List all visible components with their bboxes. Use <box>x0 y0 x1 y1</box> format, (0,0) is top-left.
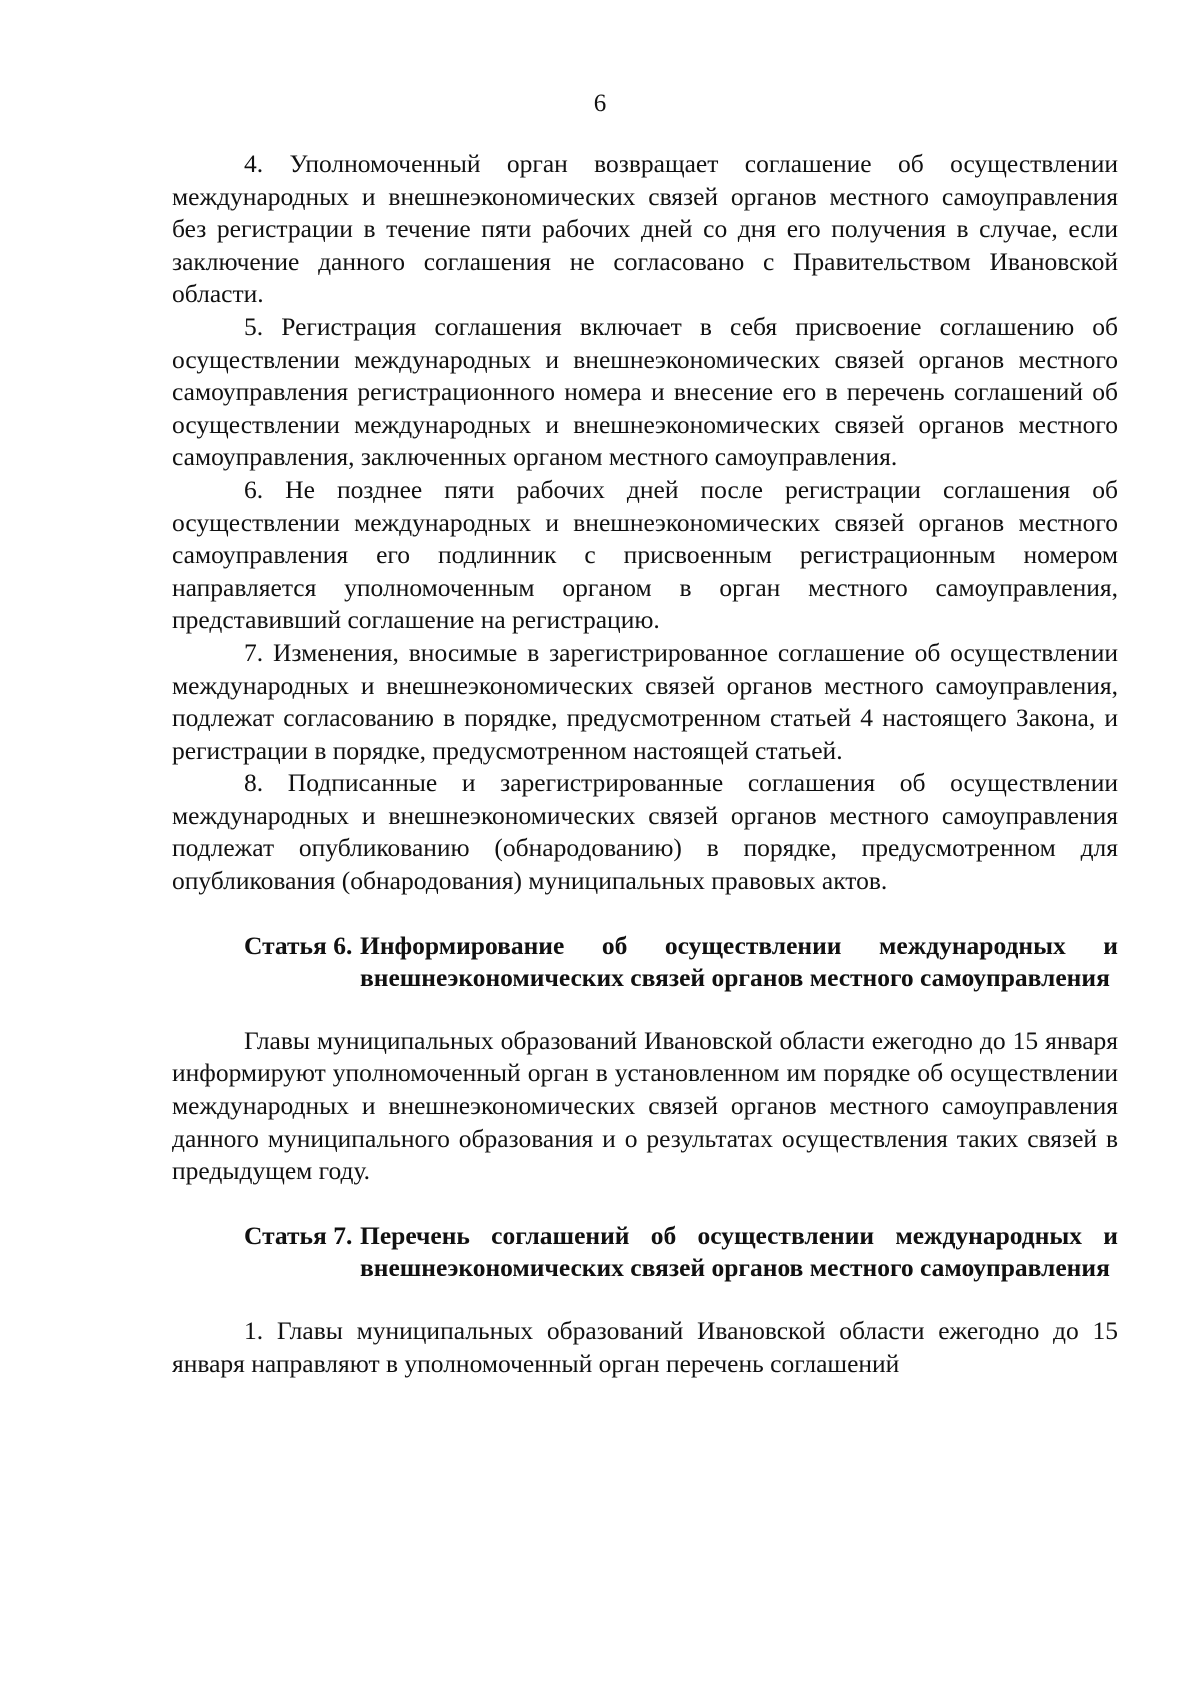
article-7-paragraph-1: 1. Главы муниципальных образований Ивановской области ежегодно до 15 января направляют в уполномоченный орган перечень соглашений <box>172 1316 1118 1378</box>
article-6-paragraph: Главы муниципальных образований Ивановской области ежегодно до 15 января информируют уполномоченный орган в установленном им порядке об осуществлении международных и внешнеэкономических связей органов местного самоуправления данного муниципального образования и о результатах осуществления таких связей в предыдущем году. <box>172 1025 1118 1186</box>
article-6-title: Информирование об осуществлении международных и внешнеэкономических связей органов местного самоуправления <box>360 930 1118 993</box>
article-6-heading <box>172 930 1118 995</box>
article-7-label: Статья 7. <box>244 1220 353 1250</box>
paragraph-8: 8. Подписанные и зарегистрированные соглашения об осуществлении международных и внешнеэкономических связей органов местного самоуправления подлежат опубликованию (обнародованию) в порядке, предусмотренном для опубликования (обнародования) муниципальных правовых актов. <box>172 768 1118 896</box>
paragraph-5: 5. Регистрация соглашения включает в себя присвоение соглашению об осуществлении международных и внешнеэкономических связей органов местного самоуправления регистрационного номера и внесение его в перечень соглашений об осуществлении международных и внешнеэкономических связей органов местного самоуправления, заключенных органом местного самоуправления. <box>172 311 1118 472</box>
document-body <box>172 148 1118 1380</box>
page-number: 6 <box>593 90 607 117</box>
paragraph-6: 6. Не позднее пяти рабочих дней после регистрации соглашения об осуществлении международных и внешнеэкономических связей органов местного самоуправления его подлинник с присвоенным регистрационным номером направляется уполномоченным органом в орган местного самоуправления, представивший соглашение на регистрацию. <box>172 474 1118 635</box>
article-7-heading <box>172 1220 1118 1285</box>
paragraph-4: 4. Уполномоченный орган возвращает соглашение об осуществлении международных и внешнеэкономических связей органов местного самоуправления без регистрации в течение пяти рабочих дней со дня его получения в случае, если заключение данного соглашения не согласовано с Правительством Ивановской области. <box>172 149 1118 309</box>
article-6-label: Статья 6. <box>244 930 353 960</box>
paragraph-7: 7. Изменения, вносимые в зарегистрированное соглашение об осуществлении международных и внешнеэкономических связей органов местного самоуправления, подлежат согласованию в порядке, предусмотренном статьей 4 настоящего Закона, и регистрации в порядке, предусмотренном настоящей статьей. <box>172 637 1118 765</box>
article-7-title: Перечень соглашений об осуществлении международных и внешнеэкономических связей органов местного самоуправления <box>360 1220 1118 1283</box>
